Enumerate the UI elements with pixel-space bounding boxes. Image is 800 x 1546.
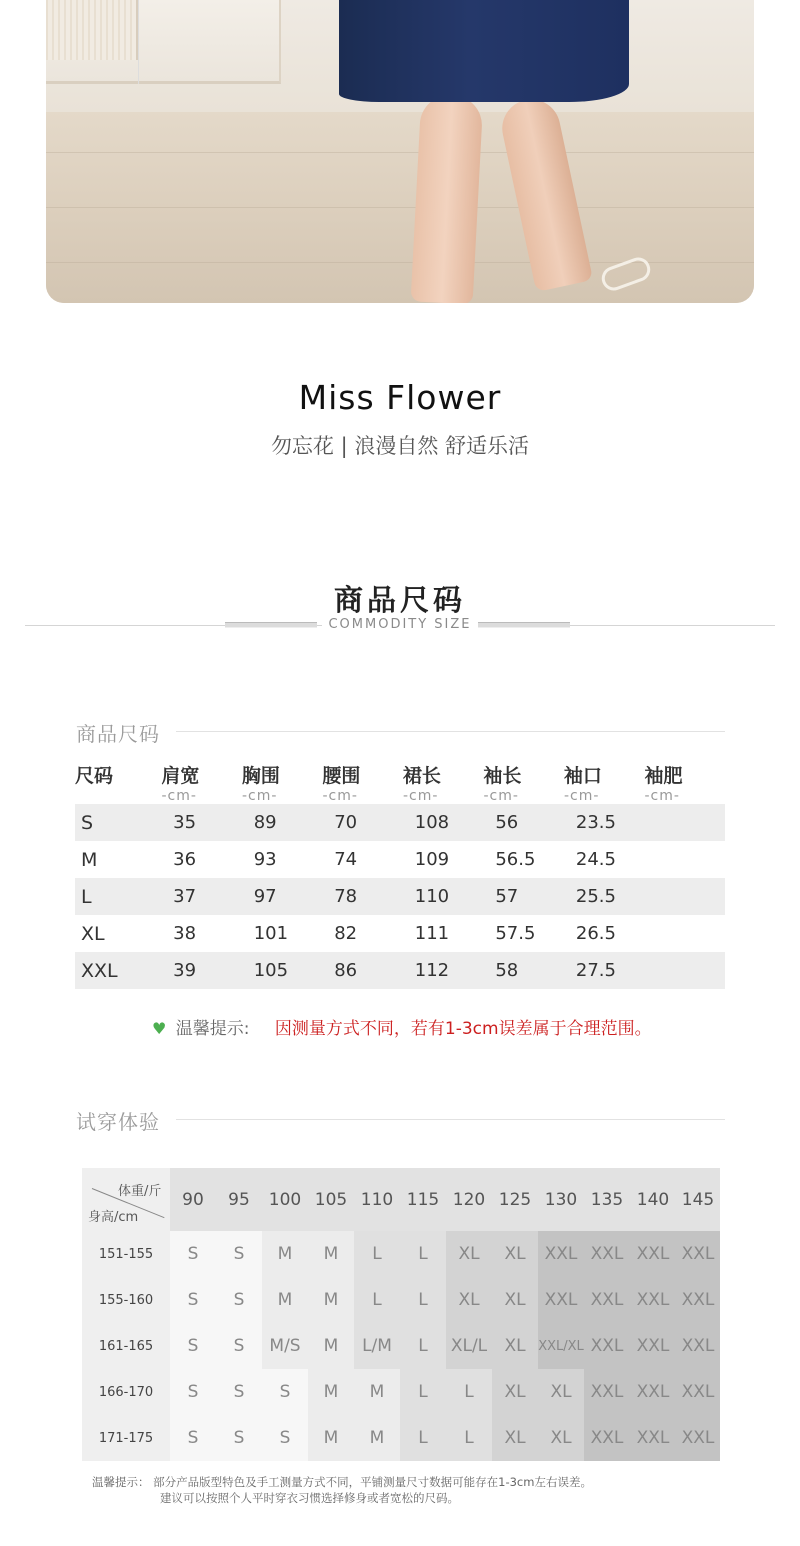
- fit-cell: S: [170, 1323, 216, 1369]
- size-value: 111: [414, 923, 450, 944]
- size-value: 36: [173, 849, 197, 870]
- height-header: 155-160: [82, 1277, 170, 1323]
- weight-header: 140: [630, 1168, 676, 1231]
- size-col-header: 尺码: [75, 765, 114, 787]
- fit-cell: L: [354, 1231, 400, 1277]
- fit-cell: XXL: [630, 1231, 676, 1277]
- fit-cell: XXL: [630, 1323, 676, 1369]
- fit-cell: M: [308, 1323, 354, 1369]
- size-col-header: 袖口: [563, 765, 602, 787]
- size-label: L: [81, 885, 92, 908]
- fit-cell: L: [446, 1415, 492, 1461]
- fit-cell: XL: [492, 1415, 538, 1461]
- product-photo: [46, 0, 754, 303]
- weight-header: 100: [262, 1168, 308, 1231]
- size-value: 39: [173, 960, 197, 981]
- fit-cell: XXL: [584, 1323, 630, 1369]
- size-value: 82: [334, 923, 358, 944]
- size-col-header: 胸围: [241, 765, 280, 787]
- fit-cell: M: [354, 1415, 400, 1461]
- fit-cell: XXL: [676, 1415, 720, 1461]
- fit-cell: XXL: [538, 1277, 584, 1323]
- fit-cell: L: [400, 1415, 446, 1461]
- corner-weight-label: 体重/斤: [118, 1184, 162, 1199]
- tip-label: 温馨提示:: [175, 1019, 250, 1039]
- weight-header: 145: [676, 1168, 720, 1231]
- fit-cell: S: [216, 1323, 262, 1369]
- fit-cell: XL: [492, 1277, 538, 1323]
- fit-table: [82, 1168, 720, 1461]
- fit-cell: S: [216, 1231, 262, 1277]
- fit-cell: XL: [492, 1231, 538, 1277]
- size-col-unit: -cm-: [403, 788, 439, 804]
- size-value: 78: [334, 886, 358, 907]
- fit-cell: XL: [446, 1231, 492, 1277]
- size-value: 112: [414, 960, 450, 981]
- fit-cell: XXL/XL: [538, 1323, 584, 1369]
- brand-title: Miss Flower: [298, 378, 502, 417]
- fit-cell: XL/L: [446, 1323, 492, 1369]
- fit-cell: S: [216, 1277, 262, 1323]
- fit-cell: L: [354, 1277, 400, 1323]
- size-value: 105: [253, 960, 289, 981]
- size-value: 25.5: [575, 886, 616, 907]
- size-row: [75, 878, 725, 915]
- size-label: XL: [81, 922, 105, 945]
- photo-cabinet: [46, 0, 281, 84]
- fit-cell: M: [308, 1231, 354, 1277]
- section-subtitle: COMMODITY SIZE: [0, 617, 800, 632]
- size-col-header: 肩宽: [161, 765, 200, 787]
- size-value: 58: [495, 960, 519, 981]
- fit-cell: XXL: [630, 1415, 676, 1461]
- size-value: 24.5: [575, 849, 616, 870]
- size-value: 101: [253, 923, 289, 944]
- size-row: [75, 952, 725, 989]
- fit-cell: XL: [538, 1415, 584, 1461]
- height-header: 166-170: [82, 1369, 170, 1415]
- size-value: 86: [334, 960, 358, 981]
- fit-cell: S: [216, 1369, 262, 1415]
- fit-cell: XXL: [584, 1277, 630, 1323]
- size-table: [75, 756, 725, 989]
- section-title: 商品尺码: [333, 583, 466, 617]
- fit-cell: M: [262, 1231, 308, 1277]
- size-value: 38: [173, 923, 197, 944]
- size-label: M: [81, 848, 98, 871]
- height-header: 171-175: [82, 1415, 170, 1461]
- fit-cell: L: [446, 1369, 492, 1415]
- weight-header: 135: [584, 1168, 630, 1231]
- fit-cell: XXL: [584, 1231, 630, 1277]
- tip-message: 因测量方式不同，若有1-3cm误差属于合理范围。: [274, 1019, 652, 1039]
- fit-corner: [82, 1168, 170, 1231]
- fit-cell: S: [216, 1415, 262, 1461]
- fit-cell: S: [170, 1277, 216, 1323]
- size-col-unit: -cm-: [564, 788, 600, 804]
- size-value: 57.5: [495, 923, 536, 944]
- size-value: 108: [414, 812, 450, 833]
- size-col-header: 腰围: [322, 765, 361, 787]
- size-col-header: 袖长: [483, 765, 522, 787]
- weight-header: 105: [308, 1168, 354, 1231]
- size-col-unit: -cm-: [242, 788, 278, 804]
- fit-cell: L/M: [354, 1323, 400, 1369]
- size-row: [75, 804, 725, 841]
- size-col-unit: -cm-: [644, 788, 680, 804]
- fit-cell: S: [262, 1369, 308, 1415]
- size-table-body: [75, 804, 725, 989]
- fit-cell: M: [354, 1369, 400, 1415]
- size-value: 27.5: [575, 960, 616, 981]
- fit-cell: XL: [492, 1369, 538, 1415]
- fit-cell: XXL: [584, 1369, 630, 1415]
- fit-cell: XXL: [538, 1231, 584, 1277]
- fit-chart-rule: [176, 1119, 725, 1120]
- size-chart-heading: 商品尺码: [76, 722, 160, 746]
- fit-cell: M: [308, 1277, 354, 1323]
- fit-cell: S: [170, 1369, 216, 1415]
- size-value: 89: [253, 812, 277, 833]
- footnote-line2: 建议可以按照个人平时穿衣习惯选择修身或者宽松的尺码。: [160, 1491, 459, 1505]
- fit-cell: XXL: [630, 1277, 676, 1323]
- fit-cell: M/S: [262, 1323, 308, 1369]
- size-value: 93: [253, 849, 277, 870]
- fit-cell: L: [400, 1369, 446, 1415]
- fit-cell: XXL: [676, 1277, 720, 1323]
- fit-cell: S: [170, 1231, 216, 1277]
- weight-header: 125: [492, 1168, 538, 1231]
- fit-cell: L: [400, 1323, 446, 1369]
- height-header: 151-155: [82, 1231, 170, 1277]
- fit-cell: M: [308, 1415, 354, 1461]
- weight-header: 120: [446, 1168, 492, 1231]
- size-chart-rule: [176, 731, 725, 732]
- size-row: [75, 841, 725, 878]
- size-value: 23.5: [575, 812, 616, 833]
- size-table-units: [75, 788, 725, 804]
- fit-cell: S: [262, 1415, 308, 1461]
- weight-header: 130: [538, 1168, 584, 1231]
- size-value: 57: [495, 886, 519, 907]
- size-col-unit: -cm-: [483, 788, 519, 804]
- size-table-header: [75, 756, 725, 788]
- size-col-unit: [75, 788, 162, 804]
- weight-header: 110: [354, 1168, 400, 1231]
- size-value: 26.5: [575, 923, 616, 944]
- fit-cell: XL: [492, 1323, 538, 1369]
- fit-footnote: [92, 1474, 592, 1506]
- height-header: 161-165: [82, 1323, 170, 1369]
- fit-cell: XXL: [630, 1369, 676, 1415]
- brand-subtitle: 勿忘花 | 浪漫自然 舒适乐活: [270, 434, 530, 458]
- fit-cell: L: [400, 1231, 446, 1277]
- weight-header: 115: [400, 1168, 446, 1231]
- size-row: [75, 915, 725, 952]
- size-value: 35: [173, 812, 197, 833]
- size-col-unit: -cm-: [161, 788, 197, 804]
- fit-cell: XXL: [676, 1323, 720, 1369]
- size-value: 56: [495, 812, 519, 833]
- fit-chart-heading: 试穿体验: [76, 1110, 160, 1134]
- size-tip: [152, 1014, 652, 1039]
- size-value: 56.5: [495, 849, 536, 870]
- green-heart-icon: ♥: [152, 1019, 167, 1038]
- size-label: XXL: [81, 959, 118, 982]
- fit-cell: M: [308, 1369, 354, 1415]
- weight-header: 90: [170, 1168, 216, 1231]
- size-value: 37: [173, 886, 197, 907]
- fit-cell: XL: [538, 1369, 584, 1415]
- fit-cell: XXL: [676, 1231, 720, 1277]
- corner-height-label: 身高/cm: [88, 1210, 139, 1225]
- fit-cell: M: [262, 1277, 308, 1323]
- size-value: 110: [414, 886, 450, 907]
- photo-leg: [411, 94, 484, 303]
- photo-skirt: [339, 0, 629, 102]
- size-value: 109: [414, 849, 450, 870]
- fit-cell: XL: [446, 1277, 492, 1323]
- fit-cell: S: [170, 1415, 216, 1461]
- fit-cell: XXL: [676, 1369, 720, 1415]
- size-col-header: 裙长: [402, 765, 441, 787]
- footnote-line1: 温馨提示： 部分产品版型特色及手工测量方式不同，平铺测量尺寸数据可能存在1-3cm左右误差。: [92, 1475, 592, 1489]
- size-label: S: [81, 811, 94, 834]
- fit-cell: L: [400, 1277, 446, 1323]
- size-value: 70: [334, 812, 358, 833]
- fit-cell: XXL: [584, 1415, 630, 1461]
- size-value: 97: [253, 886, 277, 907]
- weight-header: 95: [216, 1168, 262, 1231]
- size-col-unit: -cm-: [322, 788, 358, 804]
- size-col-header: 袖肥: [644, 765, 683, 787]
- size-value: 74: [334, 849, 358, 870]
